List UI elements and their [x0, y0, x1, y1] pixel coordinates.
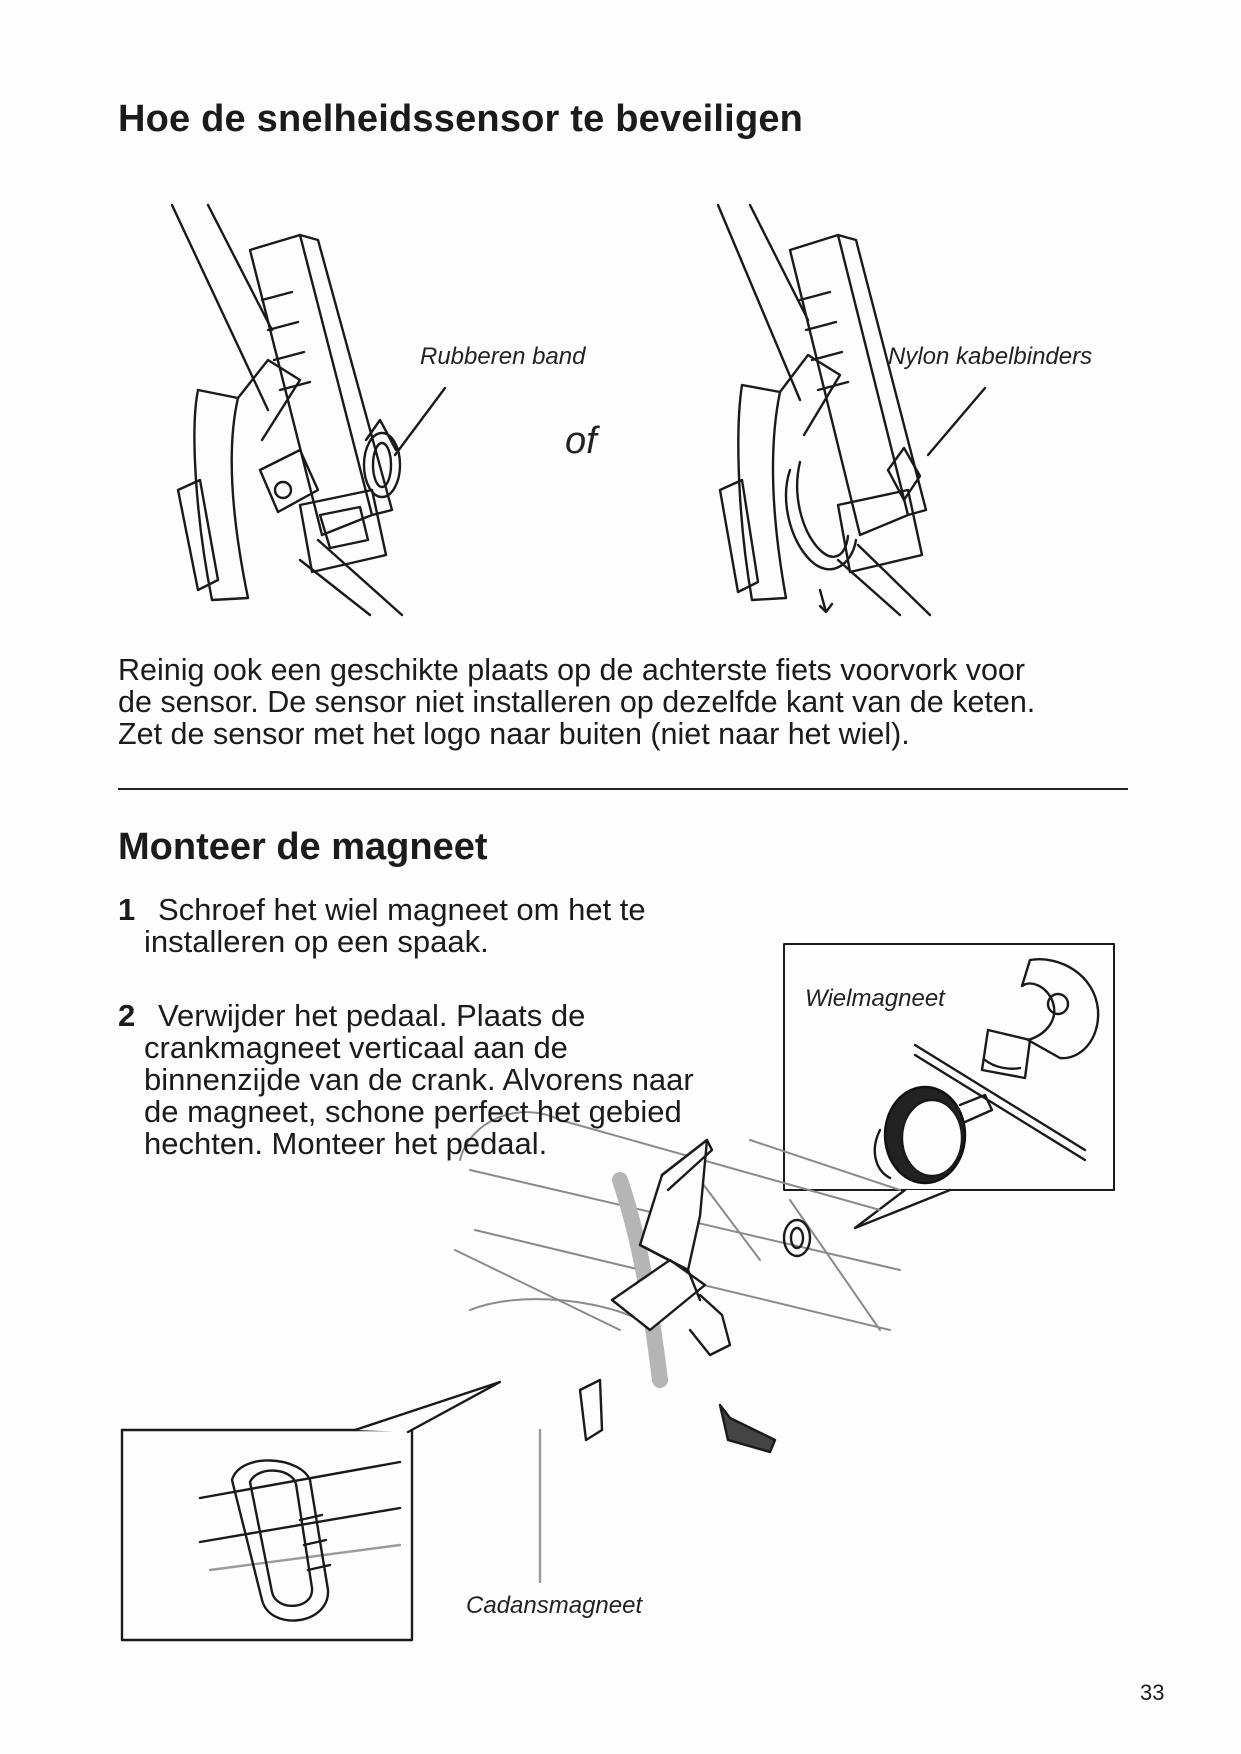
or-label: of: [565, 420, 597, 462]
paragraph-line: Reinig ook een geschikte plaats op de achterste fiets voorvork voor: [118, 653, 1026, 687]
step-number: 2: [118, 998, 136, 1033]
step-text: de magneet, schone perfect het gebied: [144, 1094, 682, 1129]
section-title-secure-sensor: Hoe de snelheidssensor te beveiligen: [118, 98, 804, 140]
instruction-step-1: [118, 894, 646, 958]
label-wheel-magnet: Wielmagneet: [805, 985, 945, 1012]
label-nylon-cable-ties: Nylon kabelbinders: [888, 343, 1093, 370]
label-cadence-magnet: Cadansmagneet: [466, 1592, 643, 1619]
step-text: Schroef het wiel magneet om het te: [158, 892, 646, 927]
paragraph-line: de sensor. De sensor niet installeren op dezelfde kant van de keten.: [118, 685, 1036, 719]
step-number: 1: [118, 892, 136, 927]
label-rubber-band: Rubberen band: [420, 343, 586, 370]
instruction-step-2: [118, 1000, 694, 1160]
step-text: installeren op een spaak.: [144, 924, 489, 959]
step-text: binnenzijde van de crank. Alvorens naar: [144, 1062, 694, 1097]
section-divider: [118, 788, 1128, 790]
step-text: hechten. Monteer het pedaal.: [144, 1126, 548, 1161]
page-number: 33: [1140, 1680, 1165, 1705]
sensor-cable-ties-illustration: [718, 205, 985, 615]
step-text: crankmagneet verticaal aan de: [144, 1030, 568, 1065]
installation-paragraph: [118, 654, 1128, 750]
paragraph-line: Zet de sensor met het logo naar buiten (niet naar het wiel).: [118, 717, 910, 751]
sensor-rubber-band-illustration: [172, 205, 445, 615]
section-title-mount-magnet: Monteer de magneet: [118, 826, 488, 868]
step-text: Verwijder het pedaal. Plaats de: [158, 998, 586, 1033]
